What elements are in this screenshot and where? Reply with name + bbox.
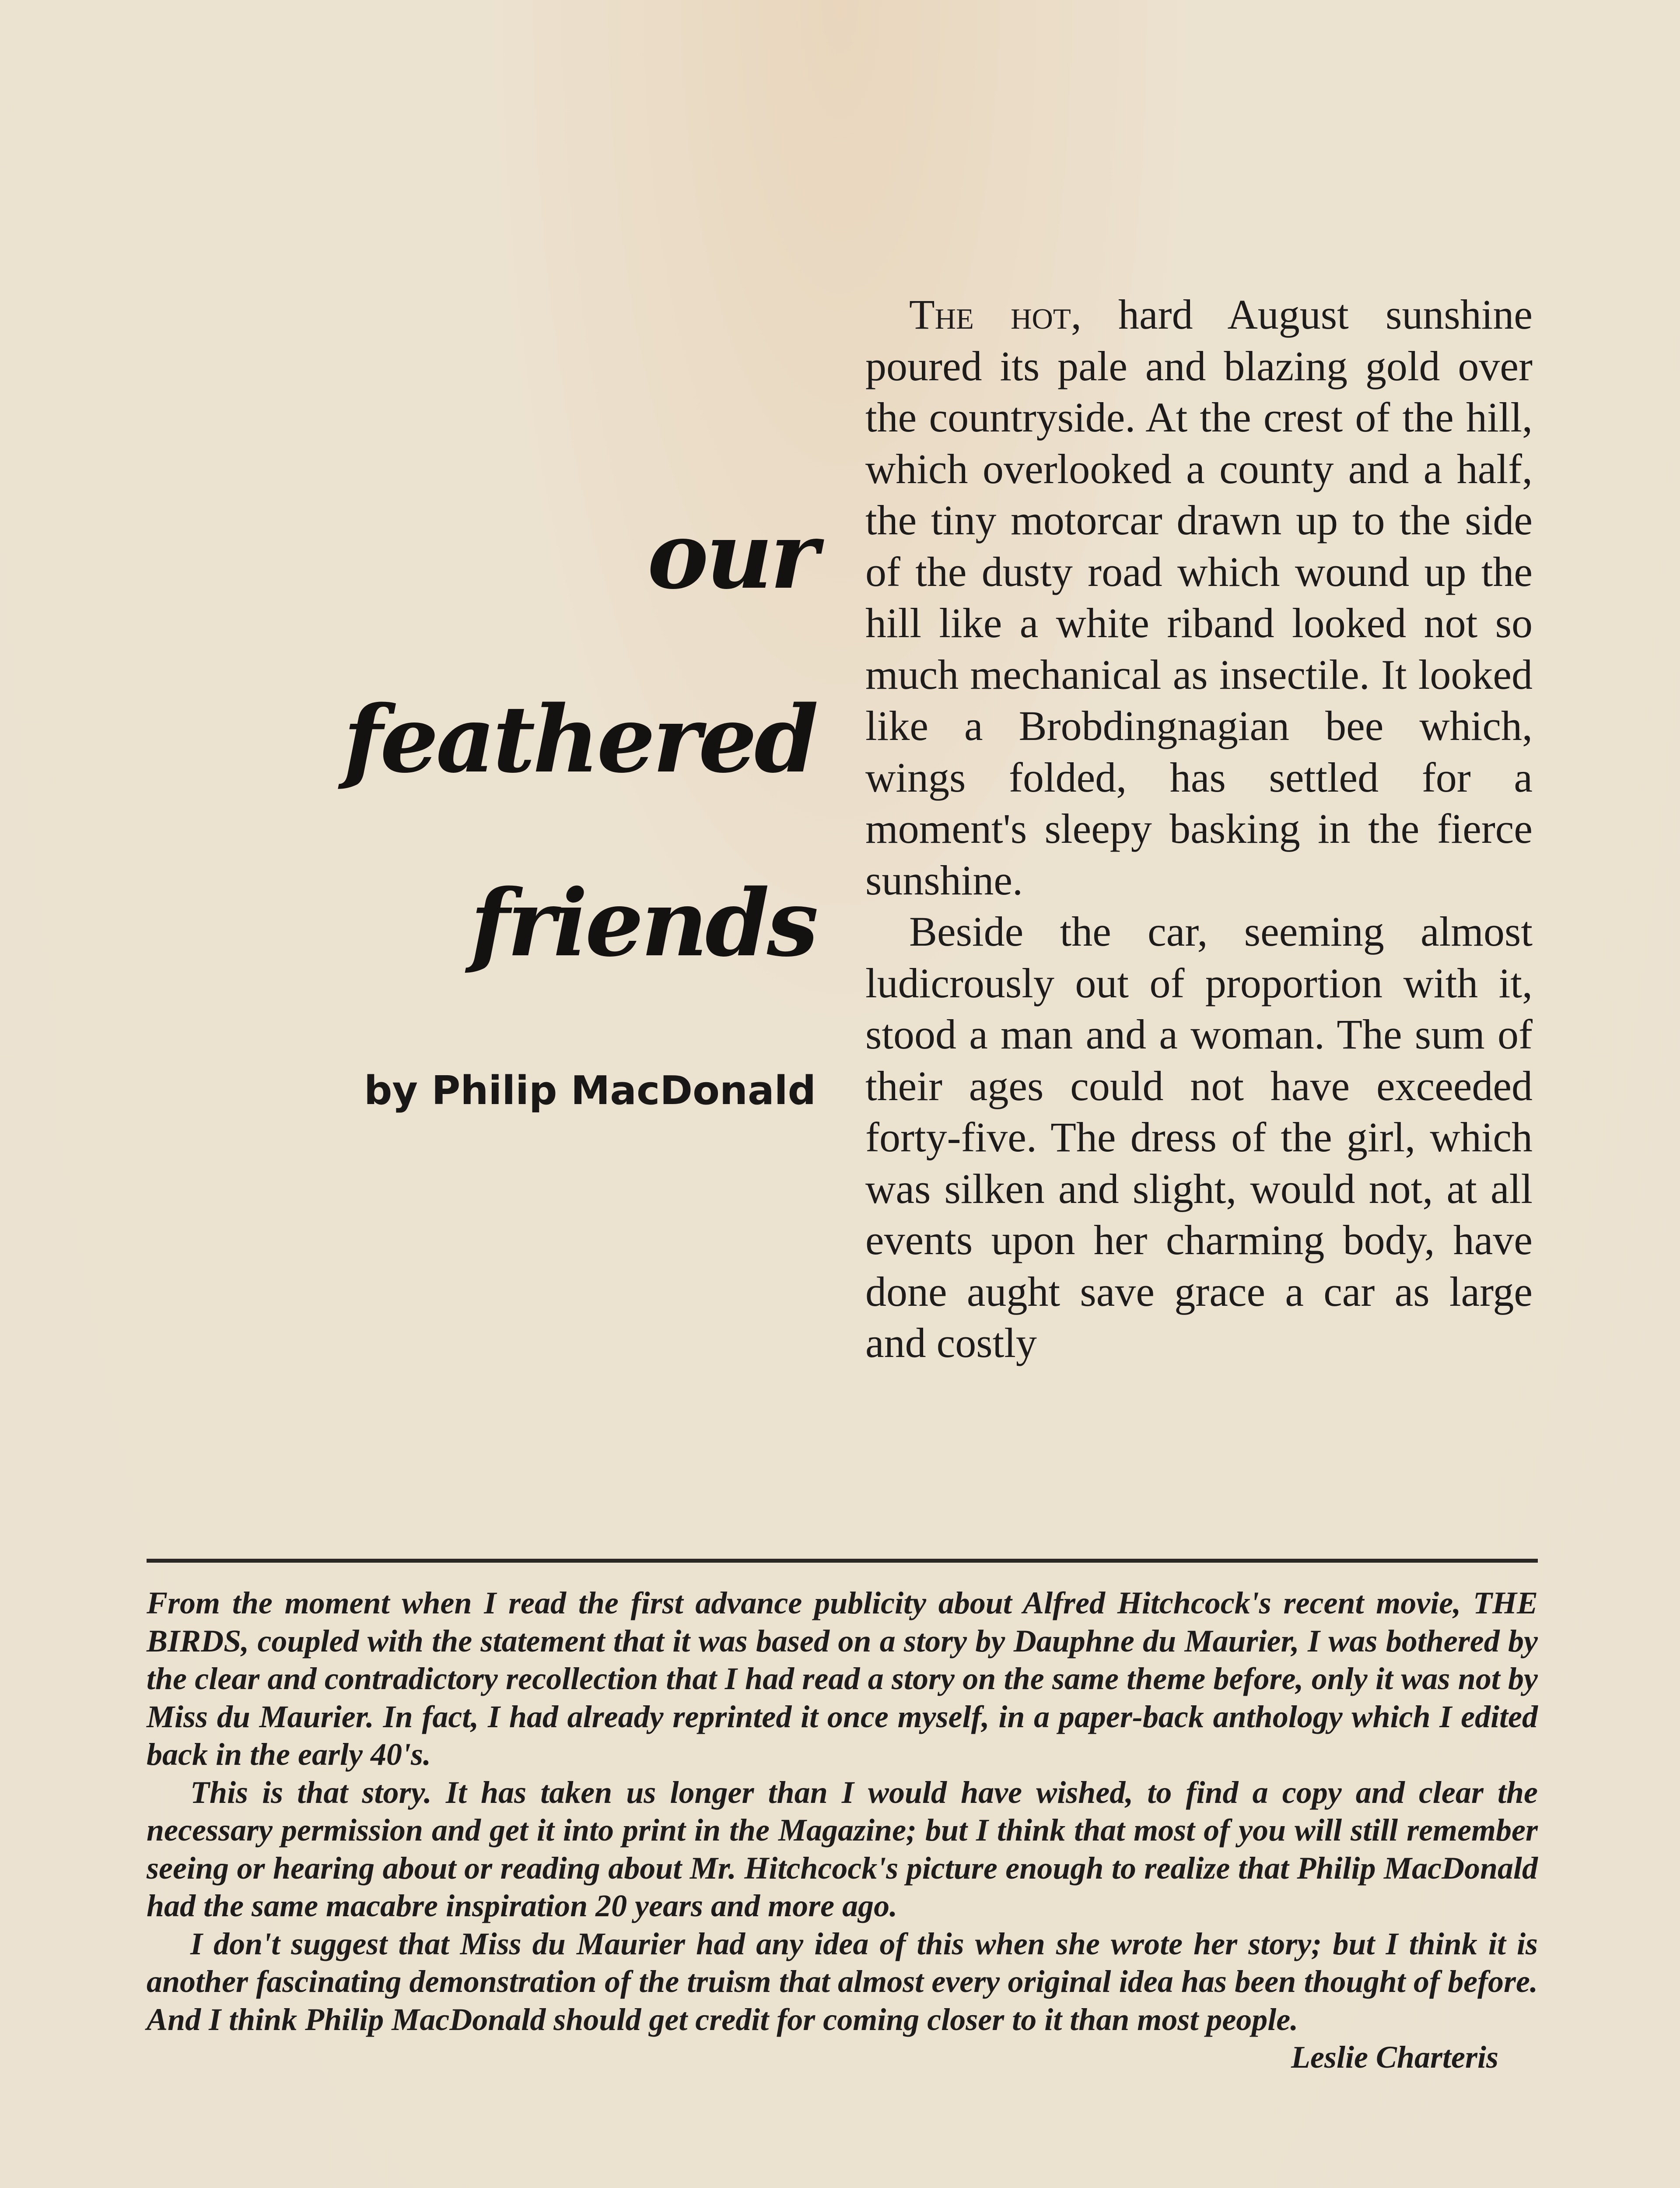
story-text — [865, 289, 1533, 1369]
story-paragraph-2: Beside the car, seeming almost ludicrously out of proportion with it, stood a man and a woman. The sum of their ages could not have exceeded forty-five. The dress of the girl, which was silken and slight, would not, at all events upon her charming body, have done aught save grace a car as large and costly — [865, 908, 1533, 1366]
editor-signature: Leslie Charteris — [1291, 2040, 1498, 2075]
editor-intro — [147, 1584, 1538, 2076]
title-line-3: friends — [470, 869, 816, 977]
author-byline: by Philip MacDonald — [364, 1068, 816, 1114]
intro-paragraph-1: From the moment when I read the first advance publicity about Alfred Hitchcock's recent movie, THE BIRDS, coupled with the statement that it was based on a story by Dauphne du Maurier, I was bothered by the clear and contradictory recollection that I had read a story on the same theme before, only it was not by Miss du Maurier. In fact, I had already reprinted it once myself, in a paper-back anthology which I edited back in the early 40's. — [147, 1585, 1538, 1772]
story-opening-smallcaps: The hot, — [909, 291, 1082, 338]
story-paragraph-1 — [865, 289, 1533, 906]
title-line-2: feathered — [343, 685, 816, 793]
intro-paragraph-3: I don't suggest that Miss du Maurier had any idea of this when she wrote her story; but I think it is another fascinating demonstration of the truism that almost every original idea has been thought of before. And I think Philip MacDonald should get credit for coming closer to it than most people. — [147, 1926, 1538, 2037]
story-title — [262, 464, 816, 1015]
story-paragraph-1-text: hard August sunshine poured its pale and blazing gold over the countryside. At the crest of the hill, which overlooked a county and a half, the tiny motorcar drawn up to the side of the dusty road which wound up the hill like a white riband looked not so much mechanical as insectile. It looked like a Brobdingnagian bee which, wings folded, has settled for a moment's sleepy basking in the fierce sunshine. — [865, 291, 1533, 904]
top-divider — [147, 1559, 1538, 1563]
intro-paragraph-2: This is that story. It has taken us longer than I would have wished, to find a copy and clear the necessary permission and get it into print in the Magazine; but I think that most of you will still remember seeing or hearing about or reading about Mr. Hitchcock's picture enough to realize that Philip MacDonald had the same macabre inspiration 20 years and more ago. — [147, 1774, 1538, 1923]
title-line-1: our — [647, 501, 816, 610]
